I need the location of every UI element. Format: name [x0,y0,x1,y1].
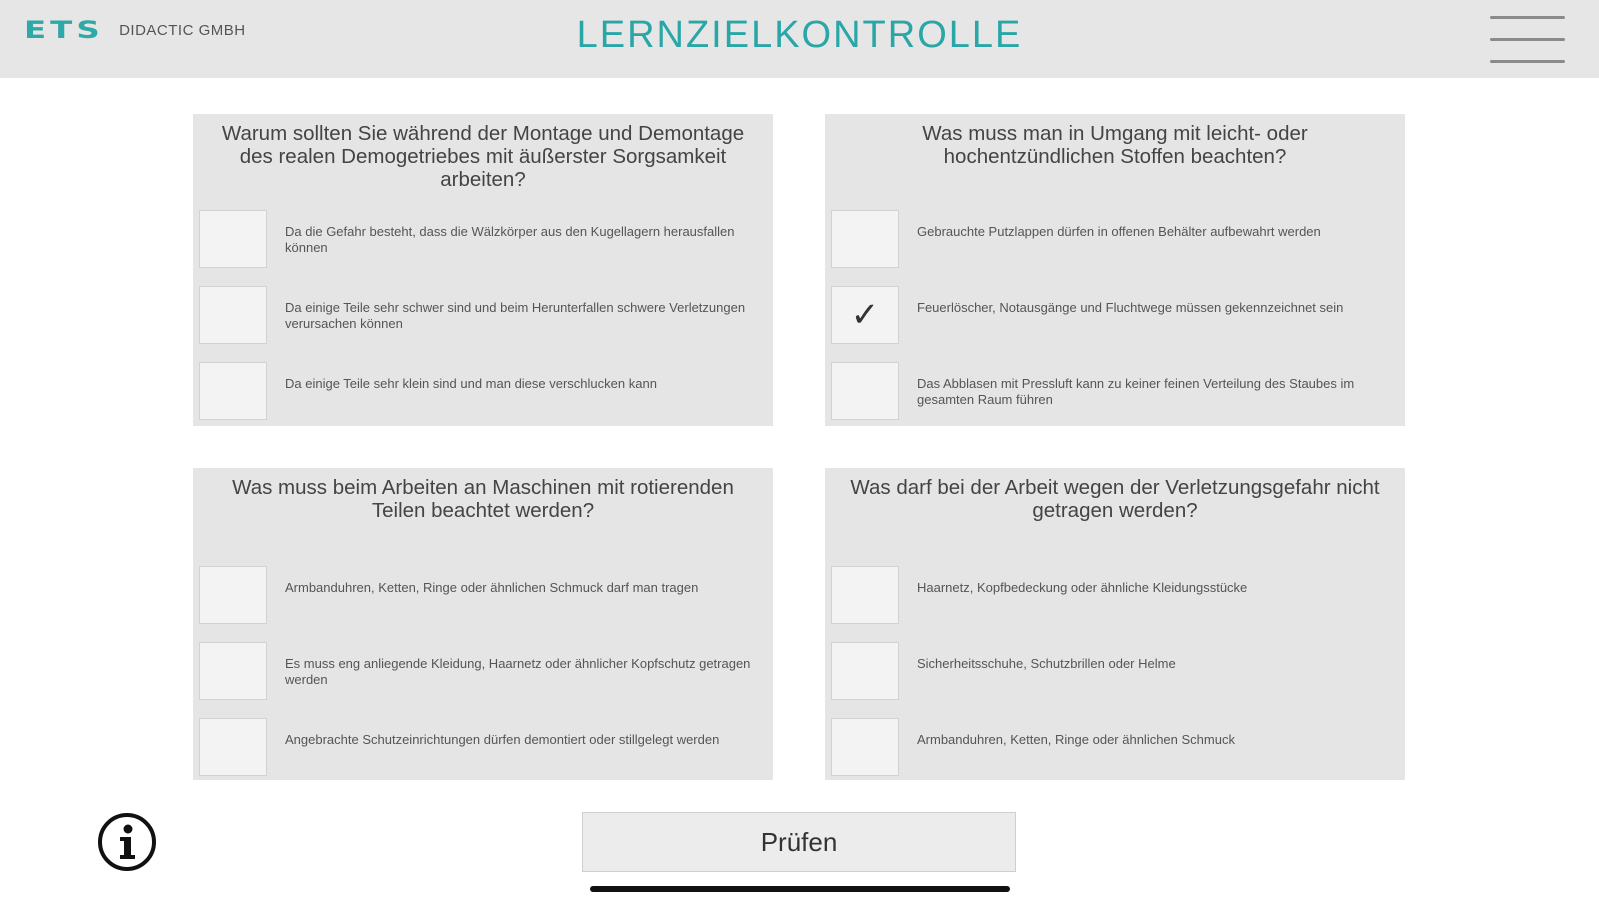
answer-text: Haarnetz, Kopfbedeckung oder ähnliche Kleidungsstücke [917,580,1248,595]
answer-text: Da einige Teile sehr klein sind und man diese verschlucken kann [285,376,657,391]
answer-text: Feuerlöscher, Notausgänge und Fluchtwege müssen gekennzeichnet sein [917,300,1344,315]
answer-text: Das Abblasen mit Pressluft kann zu keiner feinen Verteilung des Staubes im gesamten Raum führen [917,376,1355,407]
answer-option[interactable] [825,640,1405,704]
answer-checkbox[interactable] [831,718,899,776]
app-header [0,0,1599,78]
question-text: Was muss man in Umgang mit leicht- oder hochentzündlichen Stoffen beachten? [922,122,1308,168]
answer-option[interactable] [825,360,1405,424]
answer-text: Gebrauchte Putzlappen dürfen in offenen Behälter aufbewahrt werden [917,224,1321,239]
answer-option[interactable] [193,360,773,424]
logo-text: DIDACTIC GMBH [119,21,246,39]
answer-option[interactable] [825,208,1405,272]
answer-option[interactable] [825,564,1405,628]
answer-checkbox[interactable] [199,642,267,700]
answer-checkbox[interactable] [831,210,899,268]
logo-mark: ETS [24,16,104,44]
answer-checkbox[interactable] [199,362,267,420]
answer-checkbox[interactable] [199,210,267,268]
question-text: Warum sollten Sie während der Montage und Demontage des realen Demogetriebes mit äußerster Sorgsamkeit arbeiten? [221,122,745,191]
info-icon[interactable] [92,812,162,872]
answer-option[interactable] [193,208,773,272]
answer-checkbox[interactable] [199,566,267,624]
answer-option[interactable] [193,640,773,704]
answer-checkbox[interactable] [199,286,267,344]
answer-text: Armbanduhren, Ketten, Ringe oder ähnlichen Schmuck [917,732,1235,747]
question-card [825,468,1405,780]
question-card [825,114,1405,426]
home-indicator [590,886,1010,892]
question-card [193,468,773,780]
check-button[interactable]: Prüfen [582,812,1016,872]
page-title: LERNZIELKONTROLLE [576,14,1023,56]
answer-text: Angebrachte Schutzeinrichtungen dürfen demontiert oder stillgelegt werden [285,732,720,747]
answer-option[interactable] [825,284,1405,348]
question-card [193,114,773,426]
answer-text: Da die Gefahr besteht, dass die Wälzkörper aus den Kugellagern herausfallen können [285,224,735,255]
answer-checkbox[interactable] [831,362,899,420]
answer-checkbox-checked[interactable]: ✓ [831,286,899,344]
question-text: Was darf bei der Arbeit wegen der Verletzungsgefahr nicht getragen werden? [850,476,1380,522]
answer-text: Armbanduhren, Ketten, Ringe oder ähnlichen Schmuck darf man tragen [285,580,699,595]
hamburger-menu-icon[interactable] [1490,14,1565,64]
answer-checkbox[interactable] [831,642,899,700]
answer-option[interactable] [825,716,1405,780]
answer-option[interactable] [193,284,773,348]
answer-option[interactable] [193,564,773,628]
answer-checkbox[interactable] [199,718,267,776]
answer-text: Da einige Teile sehr schwer sind und beim Herunterfallen schwere Verletzungen verursachen können [285,300,746,331]
question-text: Was muss beim Arbeiten an Maschinen mit rotierenden Teilen beachtet werden? [232,476,734,522]
answer-option[interactable] [193,716,773,780]
answer-text: Sicherheitsschuhe, Schutzbrillen oder Helme [917,656,1176,671]
answer-checkbox[interactable] [831,566,899,624]
answer-text: Es muss eng anliegende Kleidung, Haarnetz oder ähnlicher Kopfschutz getragen werden [285,656,751,687]
